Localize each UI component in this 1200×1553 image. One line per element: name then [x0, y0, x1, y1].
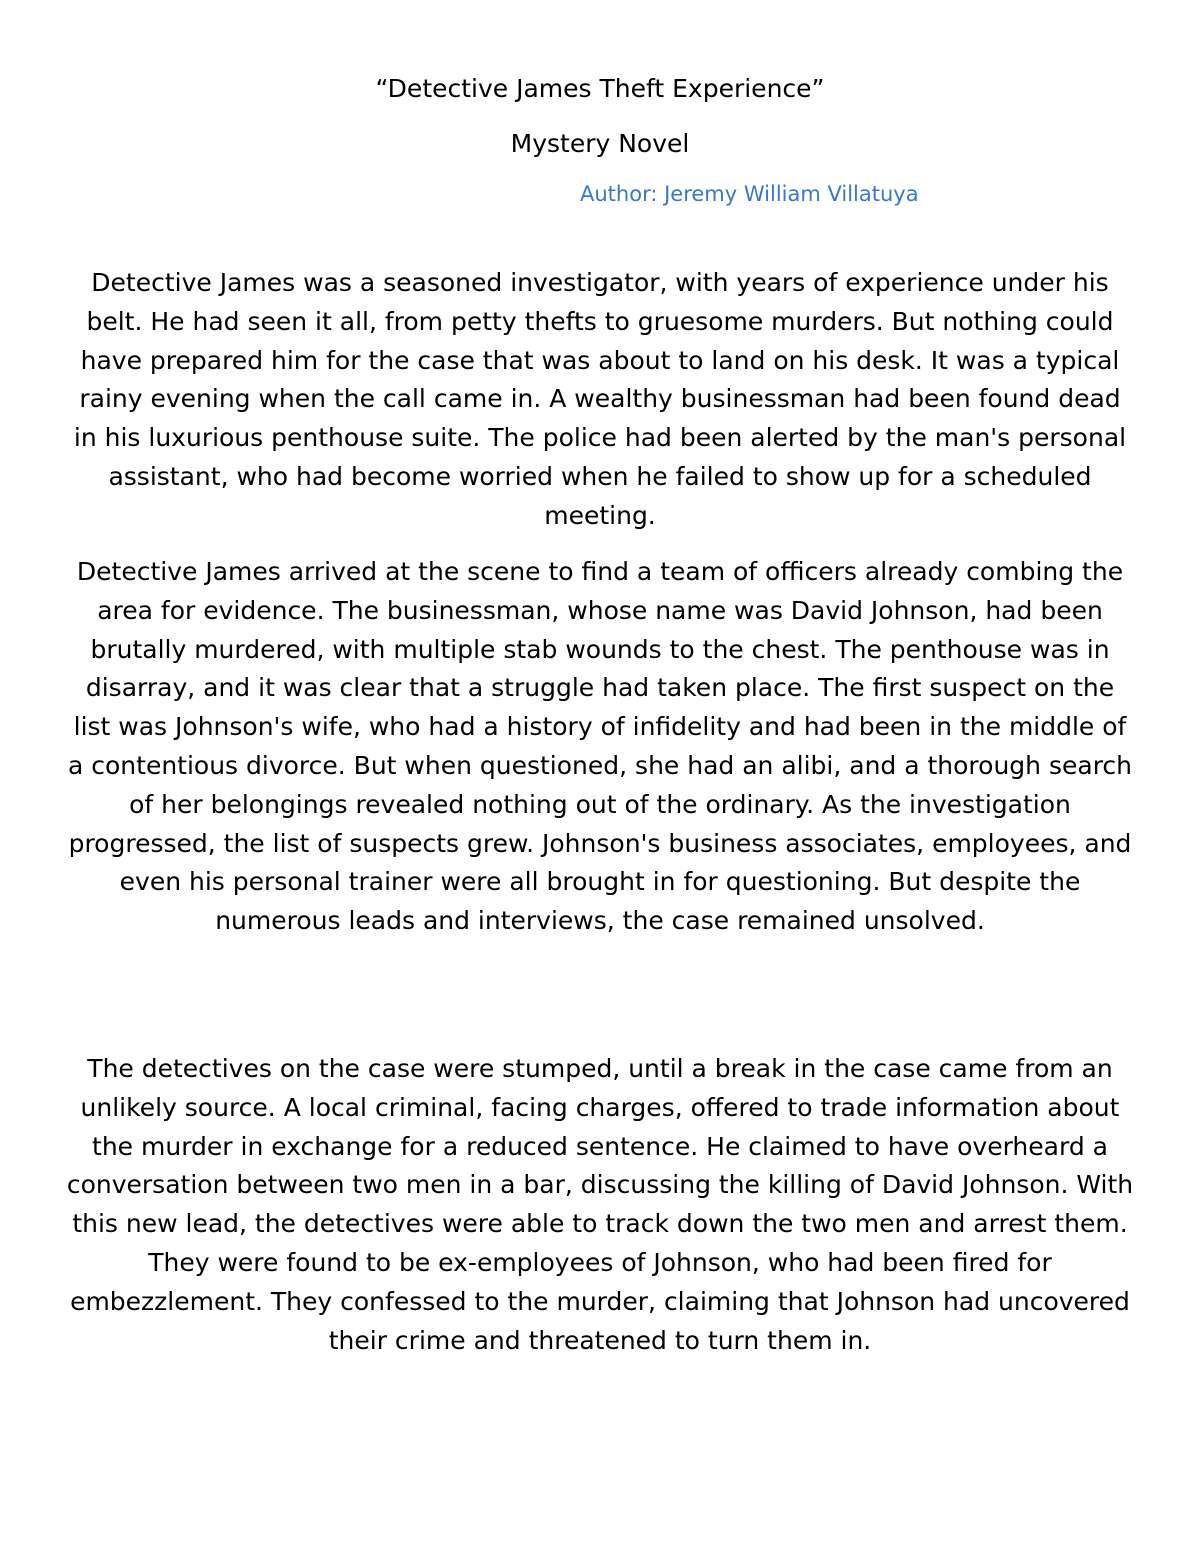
document-title: “Detective James Theft Experience” — [375, 74, 825, 103]
document-subtitle: Mystery Novel — [510, 129, 690, 158]
paragraph-2: Detective James arrived at the scene to find a team of officers already combing the area for evidence. The businessman, whose name was David Johnson, had been brutally murdered, with multiple stab wounds to the chest. The penthouse was in disarray, and it was clear that a struggle had taken place. The first suspect on the list was Johnson's wife, who had a history of infidelity and had been in the middle of a contentious divorce. But when questioned, she had an alibi, and a thorough search of her belongings revealed nothing out of the ordinary. As the investigation progressed, the list of suspects grew. Johnson's business associates, employees, and even his personal trainer were all brought in for questioning. But despite the numerous leads and interviews, the case remained unsolved. — [67, 557, 1133, 936]
author-line: Author: Jeremy William Villatuya — [580, 182, 919, 206]
paragraph-3: The detectives on the case were stumped, until a break in the case came from an unlikely source. A local criminal, facing charges, offered to trade information about the murder in exchange for a reduced sentence. He claimed to have overheard a conversation between two men in a bar, discussing the killing of David Johnson. With this new lead, the detectives were able to track down the two men and arrest them. They were found to be ex-employees of Johnson, who had been fired for embezzlement. They confessed to the murder, claiming that Johnson had uncovered their crime and threatened to turn them in. — [66, 1054, 1134, 1355]
paragraph-1: Detective James was a seasoned investigator, with years of experience under his belt. He had seen it all, from petty thefts to gruesome murders. But nothing could have prepared him for the case that was about to land on his desk. It was a typical rainy evening when the call came in. A wealthy businessman had been found dead in his luxurious penthouse suite. The police had been alerted by the man's personal assistant, who had become worried when he failed to show up for a scheduled meeting. — [73, 268, 1127, 530]
